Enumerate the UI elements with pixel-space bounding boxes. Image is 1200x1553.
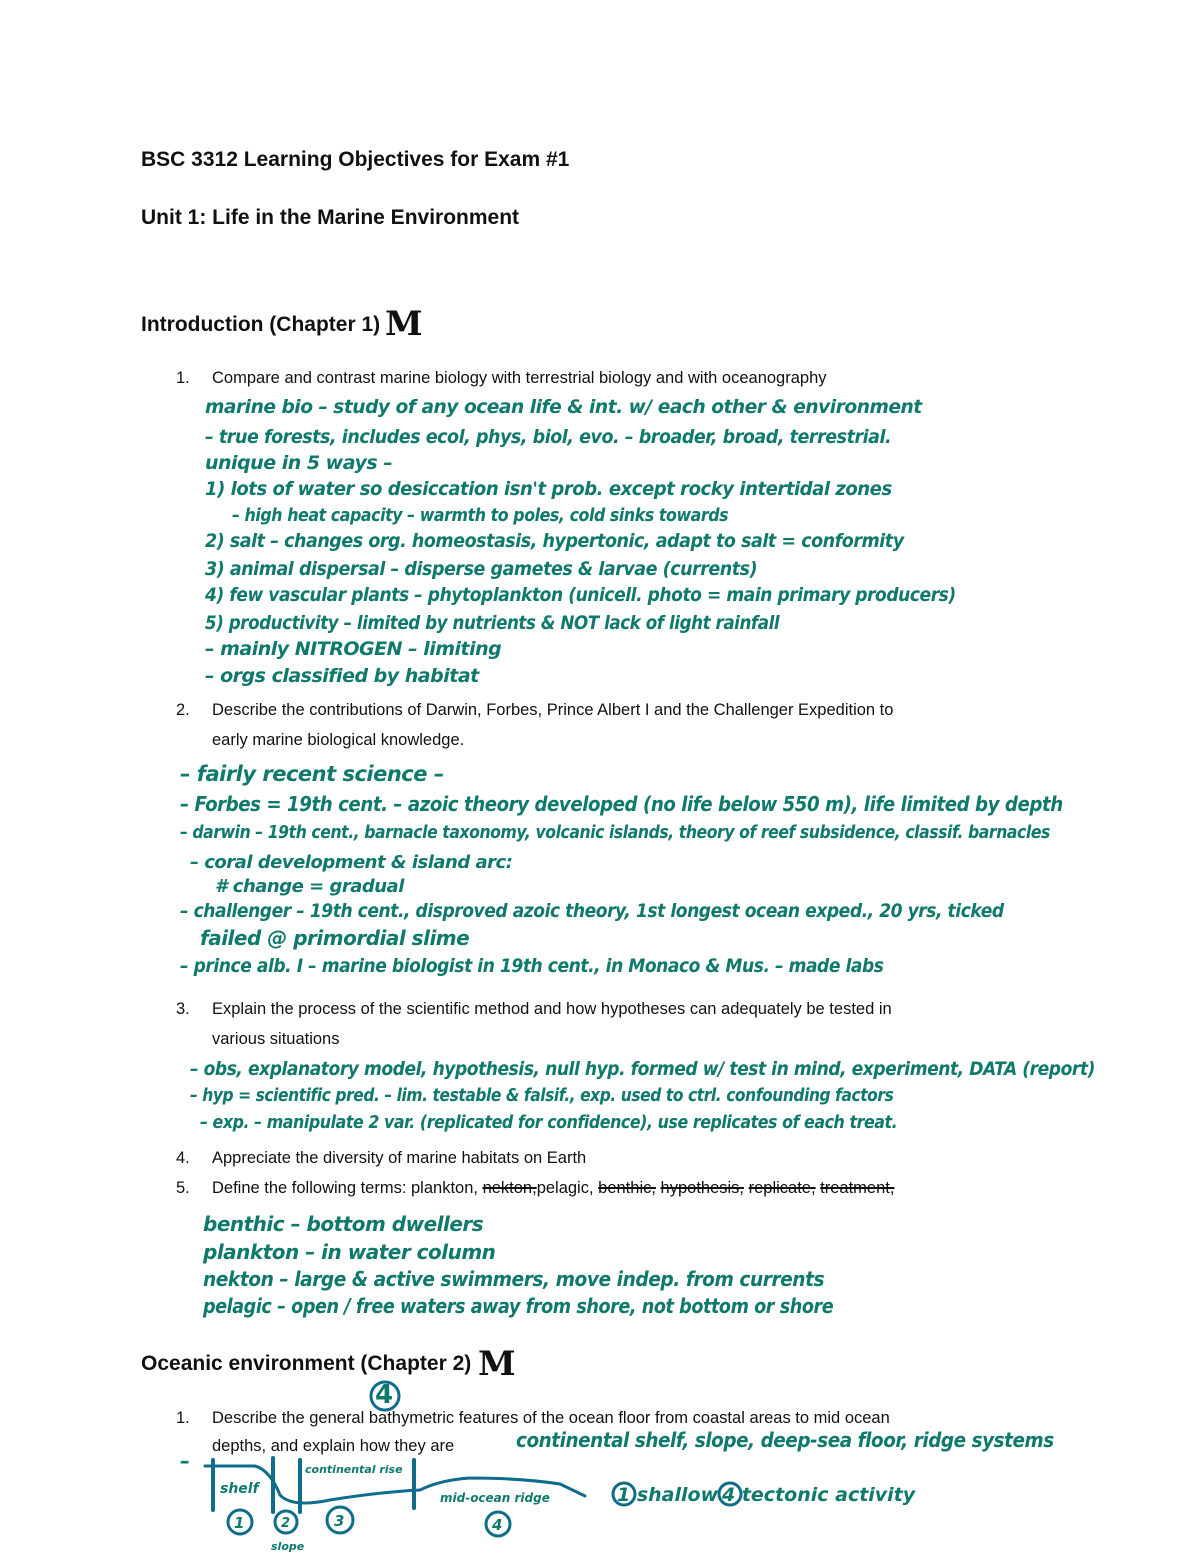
handwritten-note: 5) productivity – limited by nutrients & NOT lack of light rainfall bbox=[205, 612, 780, 634]
objective-text: Appreciate the diversity of marine habitats on Earth bbox=[212, 1149, 587, 1167]
handwritten-note: – challenger – 19th cent., disproved azoic theory, 1st longest ocean exped., 20 yrs, ticked bbox=[180, 900, 1004, 922]
objective-text: Describe the contributions of Darwin, Forbes, Prince Albert I and the Challenger Expedition to bbox=[212, 701, 894, 719]
objective-text: Describe the general bathymetric features of the ocean floor from coastal areas to mid ocean bbox=[212, 1409, 890, 1427]
handwritten-note: – exp. – manipulate 2 var. (replicated for confidence), use replicates of each treat. bbox=[200, 1112, 898, 1133]
handwritten-note: – mainly NITROGEN – limiting bbox=[205, 638, 502, 660]
handwritten-note: 2) salt – changes org. homeostasis, hypertonic, adapt to salt = conformity bbox=[205, 530, 904, 552]
objective-text: depths, and explain how they are bbox=[212, 1437, 455, 1455]
handwritten-note: failed @ primordial slime bbox=[200, 926, 470, 950]
objective-text: Compare and contrast marine biology with terrestrial biology and with oceanography bbox=[212, 369, 827, 387]
handwritten-note: – prince alb. I – marine biologist in 19th cent., in Monaco & Mus. – made labs bbox=[180, 955, 884, 977]
handwritten-note: – hyp = scientific pred. – lim. testable & falsif., exp. used to ctrl. confounding factors bbox=[190, 1085, 894, 1106]
unit-title: Unit 1: Life in the Marine Environment bbox=[141, 206, 520, 229]
handwritten-note: – fairly recent science – bbox=[180, 762, 444, 786]
sketch-label-slope: slope bbox=[271, 1540, 305, 1553]
objective-text: early marine biological knowledge. bbox=[212, 731, 465, 749]
handwritten-note: – darwin – 19th cent., barnacle taxonomy, volcanic islands, theory of reef subsidence, classif. barnacles bbox=[180, 822, 1050, 843]
sketch-note-tectonic: 4 tectonic activity bbox=[722, 1484, 916, 1506]
term-hypothesis: hypothesis, bbox=[660, 1179, 745, 1197]
circled-number: 4 bbox=[375, 1380, 393, 1410]
handwritten-note: 1) lots of water so desiccation isn't prob. except rocky intertidal zones bbox=[205, 478, 892, 500]
handwritten-note: # change = gradual bbox=[215, 876, 404, 897]
handwritten-m-mark: M bbox=[478, 1344, 516, 1384]
sketch-number: 4 bbox=[492, 1516, 503, 1534]
section-heading-text: Oceanic environment (Chapter 2) bbox=[141, 1352, 472, 1375]
handwritten-note: pelagic – open / free waters away from shore, not bottom or shore bbox=[203, 1294, 834, 1318]
objective-number: 5. bbox=[176, 1179, 190, 1197]
handwritten-note: benthic – bottom dwellers bbox=[203, 1212, 484, 1236]
handwritten-note: – true forests, includes ecol, phys, biol, evo. – broader, broad, terrestrial. bbox=[205, 426, 892, 448]
sketch-label-shelf: shelf bbox=[220, 1481, 259, 1497]
handwritten-note: 3) animal dispersal – disperse gametes & larvae (currents) bbox=[205, 558, 758, 580]
section-heading-text: Introduction (Chapter 1) bbox=[141, 313, 381, 336]
sketch-label-rise: continental rise bbox=[305, 1463, 403, 1476]
term-nekton: nekton, bbox=[482, 1179, 537, 1197]
doc-title: BSC 3312 Learning Objectives for Exam #1 bbox=[141, 148, 570, 171]
handwritten-m-mark: M bbox=[385, 304, 423, 344]
handwritten-answer: continental shelf, slope, deep-sea floor, ridge systems bbox=[516, 1428, 1054, 1452]
sketch-number: 2 bbox=[281, 1516, 291, 1531]
term-pelagic: pelagic, bbox=[536, 1179, 594, 1197]
objective-text: various situations bbox=[212, 1030, 340, 1048]
handwritten-note: – coral development & island arc: bbox=[190, 852, 513, 873]
handwritten-note: – Forbes = 19th cent. – azoic theory developed (no life below 550 m), life limited by depth bbox=[180, 792, 1063, 816]
sketch-label-ridge: mid-ocean ridge bbox=[440, 1491, 550, 1505]
terms-prefix: Define the following terms: plankton, bbox=[212, 1179, 483, 1197]
handwritten-note: 4) few vascular plants – phytoplankton (unicell. photo = main primary producers) bbox=[205, 584, 956, 606]
circle-mark bbox=[371, 1382, 399, 1410]
objective-number: 4. bbox=[176, 1149, 190, 1167]
term-benthic: benthic, bbox=[598, 1179, 656, 1197]
objective-text: Explain the process of the scientific method and how hypotheses can adequately be tested in bbox=[212, 1000, 892, 1018]
term-treatment: treatment, bbox=[820, 1179, 895, 1197]
sketch-note-shallow: 1 shallow bbox=[617, 1484, 719, 1506]
handwritten-note: marine bio – study of any ocean life & int. w/ each other & environment bbox=[205, 396, 922, 418]
handwritten-note: – orgs classified by habitat bbox=[205, 665, 479, 687]
objective-number: 3. bbox=[176, 1000, 190, 1018]
handwritten-note: – high heat capacity – warmth to poles, cold sinks towards bbox=[232, 505, 729, 526]
handwritten-note: – obs, explanatory model, hypothesis, null hyp. formed w/ test in mind, experiment, DATA (report) bbox=[190, 1058, 1095, 1080]
sketch-number: 3 bbox=[334, 1512, 345, 1530]
objective-number: 2. bbox=[176, 701, 190, 719]
objective-number: 1. bbox=[176, 1409, 190, 1427]
sketch-dash: – bbox=[180, 1449, 190, 1473]
handwritten-note: nekton – large & active swimmers, move indep. from currents bbox=[203, 1267, 825, 1291]
handwritten-note: plankton – in water column bbox=[203, 1240, 496, 1264]
objective-number: 1. bbox=[176, 369, 190, 387]
sketch-number: 1 bbox=[234, 1514, 245, 1532]
handwritten-note: unique in 5 ways – bbox=[205, 452, 393, 474]
term-replicate: replicate, bbox=[748, 1179, 816, 1197]
